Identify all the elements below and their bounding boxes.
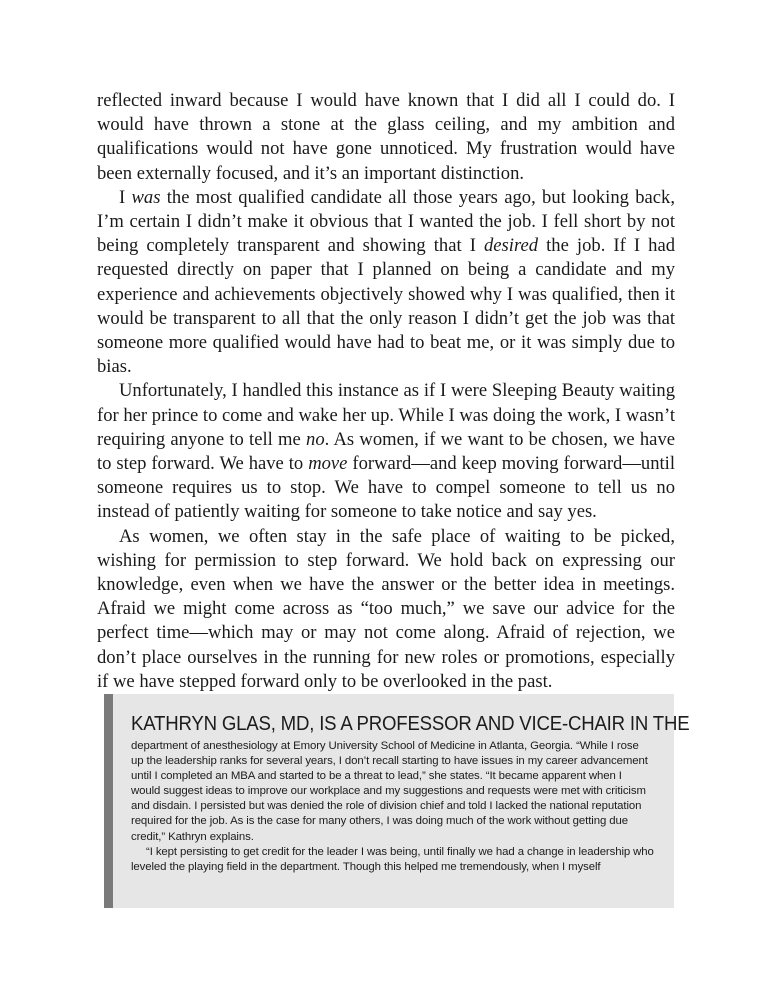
- text-run: As women, we often stay in the safe place of waiting to be picked, wishing for permission to step forward. We hold back on expressing our knowledge, even when we have the answer or the better idea in meetings. Afraid we might come across as “too much,” we save our advice for the perfect time—which may or may not come along. Afraid of rejection, we don’t place ourselves in the running for new roles or promotions, especially if we have stepped forward only to be overlooked in the past.: [97, 525, 675, 692]
- paragraph-4: [97, 525, 675, 694]
- paragraph-2: [97, 186, 675, 380]
- paragraph-3: [97, 379, 675, 524]
- text-run: I: [119, 186, 132, 208]
- emphasis-was: was: [131, 186, 161, 208]
- text-run: Unfortunately, I handled this instance as if I were Sleeping Beauty waiting for her prince to come and wake her up. While I was doing the work, I wasn’t requiring anyone to tell me: [97, 380, 675, 450]
- main-text-column: [97, 89, 675, 694]
- sidebar-paragraph-1: department of anesthesiology at Emory University School of Medicine in Atlanta, Georgia. “While I rose up the leadership ranks for several years, I don’t recall starting to have issues in my career advancement until I completed an MBA and started to be a threat to lead,” she states. “It became apparent when I would suggest ideas to improve our workplace and my suggestions and requests were met with criticism and disdain. I persisted but was denied the role of division chief and told I lacked the national reputation required for the job. As is the case for many others, I was doing much of the work without getting due credit,” Kathryn explains.: [131, 740, 648, 843]
- text-run: the job. If I had requested directly on paper that I planned on being a candidate and my experience and achievements objectively showed why I was qualified, then it would be transparent to all that the only reason I didn’t get the job was that someone more qualified would have had to beat me, or it was simply due to bias.: [97, 235, 675, 378]
- sidebar-paragraph-2: “I kept persisting to get credit for the leader I was being, until finally we had a change in leadership who leveled the playing field in the department. Though this helped me tremendously, when I myself: [131, 845, 654, 873]
- emphasis-move: move: [308, 453, 348, 475]
- emphasis-no: no: [306, 428, 325, 450]
- text-run: the most qualified candidate all those years ago, but looking back, I’m certain I didn’t make it obvious that I wanted the job. I fell short by not being completely transparent and showing that I: [97, 186, 675, 257]
- text-run: forward—and keep moving forward—until someone requires us to stop. We have to compel someone to tell us no instead of patiently waiting for someone to take notice and say yes.: [97, 453, 676, 523]
- text-run: . As women, if we want to be chosen, we have to step forward. We have to: [97, 428, 675, 475]
- paragraph-1: [97, 89, 675, 186]
- text-run: reflected inward because I would have known that I did all I could do. I would have thrown a stone at the glass ceiling, and my ambition and qualifications would not have gone unnoticed. My frustration would have been externally focused, and it’s an important distinction.: [97, 90, 675, 184]
- sidebar-heading: KATHRYN GLAS, MD, IS A PROFESSOR AND VICE-CHAIR IN THE: [131, 713, 690, 735]
- emphasis-desired: desired: [484, 235, 539, 257]
- sidebar-box: [104, 694, 690, 908]
